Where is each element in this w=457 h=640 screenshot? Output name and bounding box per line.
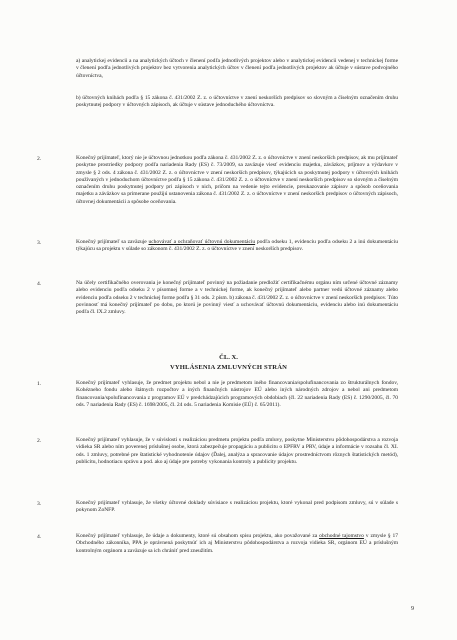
item-2-number: 2. <box>37 156 42 162</box>
item-3 <box>76 239 398 254</box>
item-b <box>76 95 398 110</box>
declaration-1-number: 1. <box>37 381 42 387</box>
item-b-text: b) účtovných knihách podľa § 15 zákona č. 431/2002 Z. z. o účtovníctve v znení neskorších predpisov so slovným a číselným označením druhu poskytnutej podpory v účtovných zápisoch, ak účtuje v sústave jednoduchého účtovníctva. <box>76 95 398 109</box>
declaration-2-number: 2. <box>37 438 42 444</box>
item-3-text: Konečný prijímateľ sa zaväzuje uchovávať a ochraňovať účtovnú dokumentáciu podľa odseku 1, evidenciu podľa odseku 2 a inú dokumentáciu týkajúcu sa projektu v súlade so zákonom č. 431/2002 Z. z. o účtovníctve v znení neskorších predpisov. <box>76 239 398 253</box>
chapter-title: VYHLÁSENIA ZMLUVNÝCH STRÁN <box>169 364 288 371</box>
declaration-4-text: Konečný prijímateľ vyhlasuje, že údaje a dokumenty, ktoré sú obsahom spisu projektu, ako považované za obchodné tajomstvo v zmysle § 17 Obchodného zákonníka, PPA je oprávnená poskytnúť ich aj Ministerstvu pôdohospodárstva a rozvoja vidieka SR, orgánom EÚ a príslušným kontrolným orgánom a zaväzuje sa ich chrániť pred zneužitím. <box>76 533 398 554</box>
item-4-number: 4. <box>37 281 42 287</box>
declaration-3-text: Konečný prijímateľ vyhlasuje, že všetky účtovné doklady súvisiace s realizáciou projektu, ktoré vykonal pred podpisom zmluvy, sú v súlade s pokynom ZoNFP. <box>76 500 398 514</box>
page-number: 9 <box>411 606 414 612</box>
underlined-phrase: obchodné tajomstvo <box>319 533 364 539</box>
declaration-3 <box>76 500 398 515</box>
item-a-text: a) analytickej evidencii a na analytických účtoch v členení podľa jednotlivých projektov alebo v analytickej evidencii vedenej v technickej forme v členení podľa jednotlivých projektov bez vytvorenia analytických účtov v členení podľa jednotlivých projektov ak účtuje v sústave podvojného účtovníctva, <box>76 58 398 79</box>
declaration-2-text: Konečný prijímateľ vyhlasuje, že v súvislosti s realizáciou predmetu projektu podľa zmluvy, poskytne Ministerstvu pôdohospodárstva a rozvoja vidieka SR alebo ním poverenej príslušnej osobe, ktorá zabezpečuje propagáciu a publicitu o EPFRV a PRV, údaje a informácie v rozsahu čl. XI. ods. 1 zmluvy, potrebné pre štatistické vyhodnotenie údajov (Ďalej, analýza a spracovanie údajov prostredníctvom rôznych štatistických metód), publicitu, hodnotiacu správu a pod. ako aj údaje pre potreby vykonania kontroly a publicity projektu. <box>76 437 398 465</box>
declaration-4 <box>76 533 398 555</box>
item-2-text: Konečný prijímateľ, ktorý nie je účtovnou jednotkou podľa zákona č. 431/2002 Z. z. o účtovníctve v znení neskorších predpisov, ak mu prijímateľ poskytne prostriedky podpory podľa nariadenia Rady (ES) č. 73/2009, sa zaväzuje viesť evidenciu majetku, záväzkov, príjmov a výdavkov v zmysle § 2 ods. 4 zákona č. 431/2002 Z. z. o účtovníctve v znení neskorších predpisov, týkajúcich sa poskytnutej podpory v účtovných knihách používaných v jednoduchom účtovníctve podľa § 15 zákona č. 431/2002 Z. z. o účtovníctve v znení neskorších predpisov so slovným a číselným označením druhu poskytnutej podpory pri zápisoch v nich, pričom na vedenie tejto evidencie, preukazovanie zápisov a spôsob oceňovania majetku a záväzkov sa primerane použijú ustanovenia zákona č. 431/2002 Z. z. o účtovníctve v znení neskorších predpisov o účtovných zápisoch, účtovnej dokumentácii a spôsobe oceňovania. <box>76 155 398 205</box>
item-4-text: Na účely certifikačného overovania je konečný prijímateľ povinný na požiadanie predložiť certifikačnému orgánu ním určené účtovné záznamy alebo evidenciu podľa odseku 2 v písomnej forme a v technickej forme, ak konečný prijímateľ alebo partner vedú účtovné záznamy alebo evidenciu podľa odseku 2 v technickej forme podľa § 31 ods. 2 písm. b) zákona č. 431/2002 Z. z. o účtovníctve v znení neskorších predpisov. Túto povinnosť má konečný prijímateľ po dobu, po ktorú je povinný viesť a uchovávať účtovnú dokumentáciu, evidenciu alebo inú dokumentáciu podľa čl. IX.2 zmluvy. <box>76 280 398 315</box>
declaration-4-number: 4. <box>37 534 42 540</box>
underlined-phrase: uchovávať a ochraňovať účtovnú dokumentáciu <box>148 239 256 245</box>
declaration-1-text: Konečný prijímateľ vyhlasuje, že predmet projektu nebol a nie je predmetom iného financovania/spolufinancovania zo štrukturálnych fondov, Kohézneho fondu alebo štátnych rozpočtov a iných finančných nástrojov EÚ alebo iných národných zdrojov a nebol ani predmetom financovania/spolufinancovania z programov EÚ v predchádzajúcich programových obdobiach (čl. 22 nariadenia Rady (ES) č. 1290/2005, čl. 70 ods. 7 nariadenia Rady (ES) č. 1698/2005, čl. 24 ods. 5 nariadenia Komisie (EÚ) č. 65/2011). <box>76 380 398 408</box>
item-a <box>76 58 398 80</box>
declaration-3-number: 3. <box>37 501 42 507</box>
item-4 <box>76 280 398 316</box>
declaration-1 <box>76 380 398 409</box>
chapter-number: ČL. X. <box>219 354 238 361</box>
item-2 <box>76 155 398 206</box>
item-3-number: 3. <box>37 240 42 246</box>
declaration-2 <box>76 437 398 466</box>
